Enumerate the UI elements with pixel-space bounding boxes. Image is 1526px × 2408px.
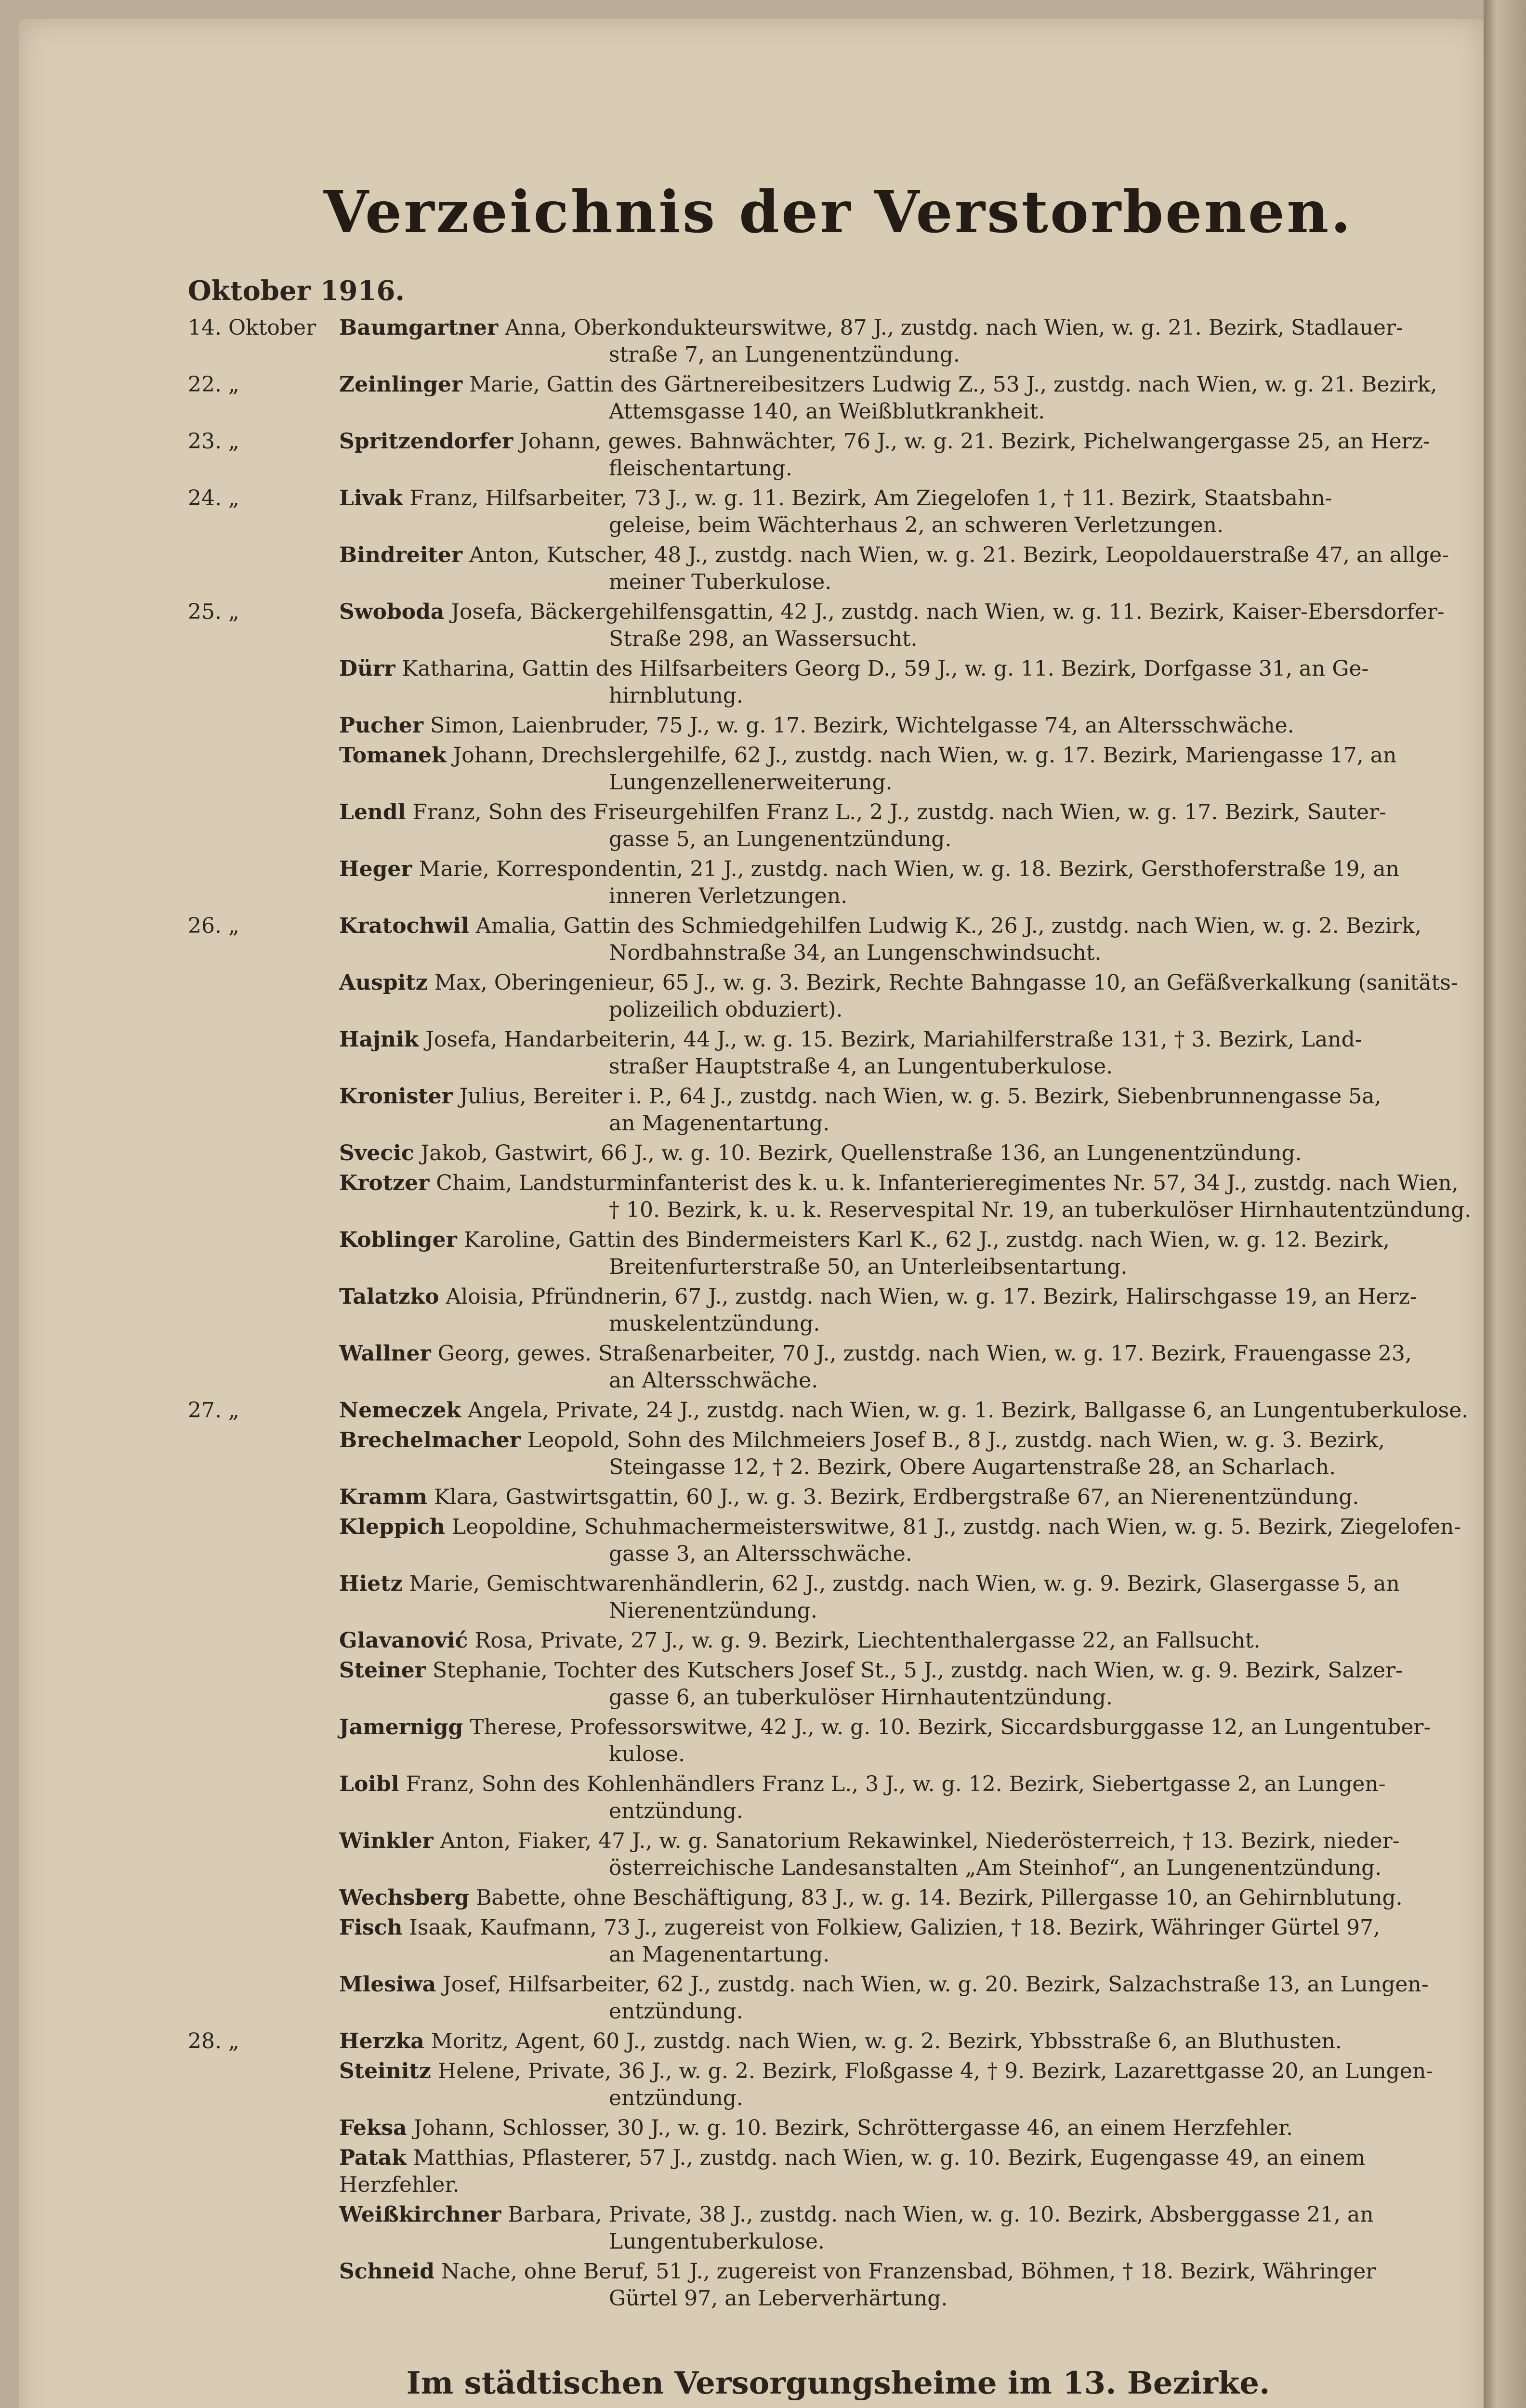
entry-text (337, 1340, 1488, 1394)
entry-continuation: † 10. Bezirk, k. u. k. Reservespital Nr. 19, an tuberkulöser Hirnhautentzündung. (609, 1198, 1472, 1222)
entry-details: Franz, Sohn des Friseurgehilfen Franz L., 2 J., zustdg. nach Wien, w. g. 17. Bezirk, Sauter- (412, 800, 1386, 824)
entry-text (337, 1283, 1488, 1337)
entry-date (188, 1083, 337, 1137)
entry-continuation: entzündung. (609, 2086, 743, 2110)
list-item (188, 712, 1488, 739)
list-item (188, 542, 1488, 596)
entry-surname: Svecic (339, 1141, 414, 1165)
entry-details: Nache, ohne Beruf, 51 J., zugereist von Franzensbad, Böhmen, † 18. Bezirk, Währinger (441, 2259, 1376, 2284)
entry-continuation: polizeilich obduziert). (609, 997, 843, 1022)
entry-details: Simon, Laienbruder, 75 J., w. g. 17. Bezirk, Wichtelgasse 74, an Altersschwäche. (430, 713, 1294, 738)
entry-continuation: kulose. (609, 1742, 685, 1767)
entry-surname: Glavanović (339, 1628, 468, 1653)
entry-date (188, 1484, 337, 1511)
list-item (188, 1570, 1488, 1624)
entry-date (188, 1227, 337, 1281)
entry-surname: Pucher (339, 713, 424, 738)
entry-date (188, 1514, 337, 1568)
entry-details: Babette, ohne Beschäftigung, 83 J., w. g. 14. Bezirk, Pillergasse 10, an Gehirnblutung. (476, 1885, 1403, 1910)
entry-date (188, 1570, 337, 1624)
entry-text (337, 1657, 1488, 1711)
entry-date (188, 1885, 337, 1911)
entry-details: Max, Oberingenieur, 65 J., w. g. 3. Bezirk, Rechte Bahngasse 10, an Gefäßverkalkung (sanitäts- (434, 970, 1458, 995)
entry-date (188, 1427, 337, 1481)
entry-details: Helene, Private, 36 J., w. g. 2. Bezirk, Floßgasse 4, † 9. Bezirk, Lazarettgasse 20, an Lungen- (437, 2059, 1434, 2083)
entry-text (337, 799, 1488, 853)
entry-text (337, 856, 1488, 910)
entry-date: 23. „ (188, 429, 239, 454)
entry-details: Franz, Hilfsarbeiter, 73 J., w. g. 11. Bezirk, Am Ziegelofen 1, † 11. Bezirk, Staatsbahn- (409, 486, 1332, 510)
list-item (188, 655, 1488, 709)
entry-continuation: Lungentuberkulose. (609, 2229, 825, 2254)
list-item (188, 2258, 1488, 2312)
entry-date (188, 1170, 337, 1224)
entry-date (188, 1828, 337, 1882)
list-item (188, 485, 1488, 539)
entry-details: Josefa, Handarbeiterin, 44 J., w. g. 15. Bezirk, Mariahilferstraße 131, † 3. Bezirk, Land- (425, 1027, 1362, 1052)
entry-continuation: entzündung. (609, 1999, 743, 2024)
entry-text (337, 1914, 1488, 1968)
list-item (188, 1227, 1488, 1281)
section-heading: Im städtischen Versorgungsheime im 13. Bezirke. (406, 2365, 1270, 2401)
entry-surname: Herzka (339, 2029, 424, 2054)
entry-continuation: Nordbahnstraße 34, an Lungenschwindsucht. (609, 941, 1102, 965)
entry-surname: Nemeczek (339, 1398, 461, 1423)
entry-continuation: Steingasse 12, † 2. Bezirk, Obere Augartenstraße 28, an Scharlach. (609, 1455, 1336, 1479)
entry-surname: Schneid (339, 2259, 435, 2284)
entry-surname: Steiner (339, 1658, 426, 1683)
entry-text (337, 314, 1488, 368)
entry-surname: Patak (339, 2146, 407, 2170)
entry-text (337, 1227, 1488, 1281)
entry-details: Stephanie, Tochter des Kutschers Josef St., 5 J., zustdg. nach Wien, w. g. 9. Bezirk, Salzer- (432, 1658, 1403, 1683)
entry-continuation: geleise, beim Wächterhaus 2, an schweren Verletzungen. (609, 513, 1223, 537)
entry-date (188, 655, 337, 709)
entry-surname: Hietz (339, 1571, 403, 1596)
entry-date: 22. „ (188, 372, 239, 397)
entry-details: Anna, Oberkondukteurswitwe, 87 J., zustdg. nach Wien, w. g. 21. Bezirk, Stadlauer- (505, 315, 1403, 340)
entry-date (188, 1627, 337, 1654)
entry-continuation: hirnblutung. (609, 683, 743, 708)
entry-details: Chaim, Landsturminfanterist des k. u. k. Infanterieregimentes Nr. 57, 34 J., zustdg. nach Wien, (436, 1171, 1459, 1195)
entry-surname: Dürr (339, 656, 395, 681)
entry-surname: Lendl (339, 800, 406, 824)
entry-surname: Mlesiwa (339, 1972, 436, 1997)
entry-continuation: meiner Tuberkulose. (609, 570, 832, 594)
entry-text (337, 1514, 1488, 1568)
list-item (188, 913, 1488, 967)
entry-details: Johann, gewes. Bahnwächter, 76 J., w. g. 21. Bezirk, Pichelwangergasse 25, an Herz- (520, 429, 1430, 454)
entry-text (337, 712, 1488, 739)
list-item (188, 799, 1488, 853)
list-item (188, 1484, 1488, 1511)
entry-details: Barbara, Private, 38 J., zustdg. nach Wien, w. g. 10. Bezirk, Absberggasse 21, an (508, 2202, 1374, 2227)
list-item (188, 1971, 1488, 2025)
entry-text (337, 371, 1488, 425)
list-item (188, 742, 1488, 796)
entry-surname: Heger (339, 857, 412, 881)
entry-surname: Kleppich (339, 1515, 445, 1539)
entry-date (188, 2145, 337, 2199)
page-title: Verzeichnis der Verstorbenen. (323, 178, 1353, 246)
entry-details: Amalia, Gattin des Schmiedgehilfen Ludwig K., 26 J., zustdg. nach Wien, w. g. 2. Bezirk, (475, 914, 1422, 938)
entry-surname: Swoboda (339, 600, 445, 624)
entry-continuation: Gürtel 97, an Leberverhärtung. (609, 2286, 948, 2311)
entry-date (188, 742, 337, 796)
entry-date: 14. Oktober (188, 315, 316, 340)
entry-surname: Zeinlinger (339, 372, 463, 397)
entry-details: Katharina, Gattin des Hilfsarbeiters Georg D., 59 J., w. g. 11. Bezirk, Dorfgasse 31, an Ge- (402, 656, 1369, 681)
entry-details: Rosa, Private, 27 J., w. g. 9. Bezirk, Liechtenthalergasse 22, an Fallsucht. (474, 1628, 1261, 1653)
entry-surname: Spritzendorfer (339, 429, 513, 454)
list-item (188, 1828, 1488, 1882)
entry-text (337, 2115, 1488, 2142)
entry-details: Klara, Gastwirtsgattin, 60 J., w. g. 3. Bezirk, Erdbergstraße 67, an Nierenentzündung. (434, 1485, 1359, 1509)
entry-text (337, 1971, 1488, 2025)
entry-details: Marie, Gattin des Gärtnereibesitzers Ludwig Z., 53 J., zustdg. nach Wien, w. g. 21. Bezirk, (469, 372, 1437, 397)
entry-text (337, 2145, 1488, 2199)
entry-continuation: an Altersschwäche. (609, 1368, 818, 1393)
entry-text (337, 913, 1488, 967)
entry-details: Franz, Sohn des Kohlenhändlers Franz L., 3 J., w. g. 12. Bezirk, Siebertgasse 2, an Lungen- (406, 1772, 1386, 1796)
entry-date (188, 2258, 337, 2312)
entry-details: Marie, Korrespondentin, 21 J., zustdg. nach Wien, w. g. 18. Bezirk, Gersthoferstraße 19, an (419, 857, 1399, 881)
entry-date (188, 1971, 337, 2025)
entry-surname: Steinitz (339, 2059, 431, 2083)
entry-text (337, 1083, 1488, 1137)
entry-text (337, 1570, 1488, 1624)
entry-date: 26. „ (188, 914, 239, 938)
entry-continuation: entzündung. (609, 1799, 743, 1823)
entry-text (337, 1714, 1488, 1768)
list-item (188, 1083, 1488, 1137)
list-item (188, 1771, 1488, 1825)
entry-details: Moritz, Agent, 60 J., zustdg. nach Wien, w. g. 2. Bezirk, Ybbsstraße 6, an Bluthusten. (431, 2029, 1342, 2054)
entry-text (337, 1885, 1488, 1911)
entry-surname: Feksa (339, 2116, 407, 2140)
entry-details: Josefa, Bäckergehilfensgattin, 42 J., zustdg. nach Wien, w. g. 11. Bezirk, Kaiser-Ebersdorfer- (451, 600, 1445, 624)
entry-date: 27. „ (188, 1398, 239, 1423)
entry-details: Johann, Schlosser, 30 J., w. g. 10. Bezirk, Schröttergasse 46, an einem Herzfehler. (413, 2116, 1293, 2140)
entry-text (337, 2258, 1488, 2312)
entry-date (188, 1340, 337, 1394)
entry-continuation: gasse 5, an Lungenentzündung. (609, 827, 952, 851)
entry-text (337, 485, 1488, 539)
entry-continuation: Breitenfurterstraße 50, an Unterleibsentartung. (609, 1255, 1128, 1279)
list-item (188, 1397, 1488, 1424)
entry-continuation: fleischentartung. (609, 456, 792, 481)
list-item (188, 1170, 1488, 1224)
entry-details: Therese, Professorswitwe, 42 J., w. g. 10. Bezirk, Siccardsburggasse 12, an Lungentuber- (470, 1715, 1431, 1740)
entry-surname: Weißkirchner (339, 2202, 501, 2227)
entry-details: Angela, Private, 24 J., zustdg. nach Wien, w. g. 1. Bezirk, Ballgasse 6, an Lungentuberkulose. (468, 1398, 1469, 1423)
document-body (188, 178, 1488, 2408)
entry-text (337, 2058, 1488, 2112)
entry-text (337, 1484, 1488, 1511)
entry-date (188, 1771, 337, 1825)
list-item (188, 2058, 1488, 2112)
entry-date (188, 856, 337, 910)
entry-date (188, 1140, 337, 1167)
list-item (188, 856, 1488, 910)
entry-continuation: muskelentzündung. (609, 1311, 820, 1336)
entry-text (337, 1771, 1488, 1825)
entry-surname: Koblinger (339, 1228, 457, 1252)
entry-date (188, 1026, 337, 1080)
entry-text (337, 1140, 1488, 1167)
list-item (188, 1714, 1488, 1768)
deceased-list (188, 314, 1488, 2312)
entry-text (337, 655, 1488, 709)
list-item (188, 371, 1488, 425)
entry-date (188, 2115, 337, 2142)
entry-text (337, 542, 1488, 596)
entry-surname: Loibl (339, 1772, 399, 1796)
entry-surname: Talatzko (339, 1284, 439, 1309)
entry-details: Isaak, Kaufmann, 73 J., zugereist von Folkiew, Galizien, † 18. Bezirk, Währinger Gürtel 97, (409, 1915, 1381, 1940)
entry-surname: Fisch (339, 1915, 403, 1940)
entry-continuation: Attemsgasse 140, an Weißblutkrankheit. (609, 399, 1045, 424)
entry-text (337, 742, 1488, 796)
entry-details: Leopoldine, Schuhmachermeisterswitwe, 81 J., zustdg. nach Wien, w. g. 5. Bezirk, Ziegelofen- (451, 1515, 1461, 1539)
entry-text (337, 428, 1488, 482)
entry-text (337, 1170, 1488, 1224)
list-item (188, 1283, 1488, 1337)
entry-surname: Bindreiter (339, 543, 463, 567)
entry-surname: Wechsberg (339, 1885, 470, 1910)
entry-date (188, 2058, 337, 2112)
entry-text (337, 1427, 1488, 1481)
entry-surname: Brechelmacher (339, 1428, 521, 1453)
list-item (188, 2201, 1488, 2255)
entry-surname: Kronister (339, 1084, 453, 1109)
entry-surname: Baumgartner (339, 315, 499, 340)
list-item (188, 2115, 1488, 2142)
entry-date (188, 1914, 337, 1968)
entry-date (188, 1714, 337, 1768)
entry-details: Julius, Bereiter i. P., 64 J., zustdg. nach Wien, w. g. 5. Bezirk, Siebenbrunnengasse 5a, (459, 1084, 1381, 1109)
entry-details: Aloisia, Pfründnerin, 67 J., zustdg. nach Wien, w. g. 17. Bezirk, Halirschgasse 19, an Herz- (446, 1284, 1417, 1309)
entry-surname: Livak (339, 486, 403, 510)
list-item (188, 1514, 1488, 1568)
list-item (188, 1340, 1488, 1394)
list-item (188, 969, 1488, 1023)
list-item (188, 1427, 1488, 1481)
list-item (188, 1026, 1488, 1080)
entry-continuation: gasse 3, an Altersschwäche. (609, 1542, 912, 1566)
entry-details: Georg, gewes. Straßenarbeiter, 70 J., zustdg. nach Wien, w. g. 17. Bezirk, Frauengasse 23, (437, 1341, 1412, 1366)
entry-date: 25. „ (188, 600, 239, 624)
entry-date (188, 542, 337, 596)
entry-details: Karoline, Gattin des Bindermeisters Karl K., 62 J., zustdg. nach Wien, w. g. 12. Bezirk, (463, 1228, 1390, 1252)
entry-date (188, 799, 337, 853)
entry-date (188, 1283, 337, 1337)
entry-text (337, 1397, 1488, 1424)
entry-continuation: Nierenentzündung. (609, 1598, 817, 1623)
list-item (188, 599, 1488, 653)
list-item (188, 1657, 1488, 1711)
entry-surname: Auspitz (339, 970, 428, 995)
entry-details: Anton, Fiaker, 47 J., w. g. Sanatorium Rekawinkel, Niederösterreich, † 13. Bezirk, nieder- (440, 1829, 1400, 1853)
entry-text (337, 1828, 1488, 1882)
list-item (188, 428, 1488, 482)
list-item (188, 1914, 1488, 1968)
entry-date (188, 969, 337, 1023)
entry-continuation: Lungenzellenerweiterung. (609, 770, 893, 795)
entry-continuation: österreichische Landesanstalten „Am Steinhof“, an Lungenentzündung. (609, 1856, 1382, 1880)
entry-details: Leopold, Sohn des Milchmeiers Josef B., 8 J., zustdg. nach Wien, w. g. 3. Bezirk, (527, 1428, 1385, 1453)
month-heading: Oktober 1916. (188, 275, 405, 307)
entry-text (337, 969, 1488, 1023)
entry-date: 28. „ (188, 2029, 239, 2054)
list-item (188, 1140, 1488, 1167)
entry-surname: Jamernigg (339, 1715, 463, 1740)
entry-continuation: straße 7, an Lungenentzündung. (609, 342, 960, 367)
entry-text (337, 599, 1488, 653)
entry-surname: Hajnik (339, 1027, 419, 1052)
list-item (188, 2028, 1488, 2055)
book-edge (1484, 0, 1526, 2408)
entry-continuation: an Magenentartung. (609, 1111, 830, 1136)
entry-continuation: inneren Verletzungen. (609, 884, 848, 908)
entry-continuation: straßer Hauptstraße 4, an Lungentuberkulose. (609, 1054, 1113, 1079)
list-item (188, 2145, 1488, 2199)
entry-date (188, 712, 337, 739)
entry-surname: Wallner (339, 1341, 431, 1366)
entry-text (337, 2028, 1488, 2055)
entry-details: Johann, Drechslergehilfe, 62 J., zustdg. nach Wien, w. g. 17. Bezirk, Mariengasse 17, an (453, 743, 1397, 768)
entry-continuation: Straße 298, an Wassersucht. (609, 627, 918, 651)
entry-details: Marie, Gemischtwarenhändlerin, 62 J., zustdg. nach Wien, w. g. 9. Bezirk, Glasergasse 5, an (409, 1571, 1400, 1596)
entry-details: Josef, Hilfsarbeiter, 62 J., zustdg. nach Wien, w. g. 20. Bezirk, Salzachstraße 13, an Lungen- (443, 1972, 1429, 1997)
entry-details: Matthias, Pflasterer, 57 J., zustdg. nach Wien, w. g. 10. Bezirk, Eugengasse 49, an einem Herzfehler. (339, 2146, 1366, 2197)
entry-surname: Kratochwil (339, 914, 469, 938)
entry-details: Anton, Kutscher, 48 J., zustdg. nach Wien, w. g. 21. Bezirk, Leopoldauerstraße 47, an allge- (469, 543, 1449, 567)
entry-surname: Tomanek (339, 743, 447, 768)
entry-surname: Kramm (339, 1485, 428, 1509)
list-item (188, 1627, 1488, 1654)
entry-date: 24. „ (188, 486, 239, 510)
entry-continuation: gasse 6, an tuberkulöser Hirnhautentzündung. (609, 1685, 1113, 1710)
entry-text (337, 1026, 1488, 1080)
entry-continuation: an Magenentartung. (609, 1942, 830, 1967)
entry-date (188, 2201, 337, 2255)
entry-date (188, 1657, 337, 1711)
list-item (188, 314, 1488, 368)
entry-text (337, 1627, 1488, 1654)
entry-surname: Krotzer (339, 1171, 430, 1195)
entry-surname: Winkler (339, 1829, 434, 1853)
entry-details: Jakob, Gastwirt, 66 J., w. g. 10. Bezirk, Quellenstraße 136, an Lungenentzündung. (421, 1141, 1302, 1165)
list-item (188, 1885, 1488, 1911)
entry-text (337, 2201, 1488, 2255)
